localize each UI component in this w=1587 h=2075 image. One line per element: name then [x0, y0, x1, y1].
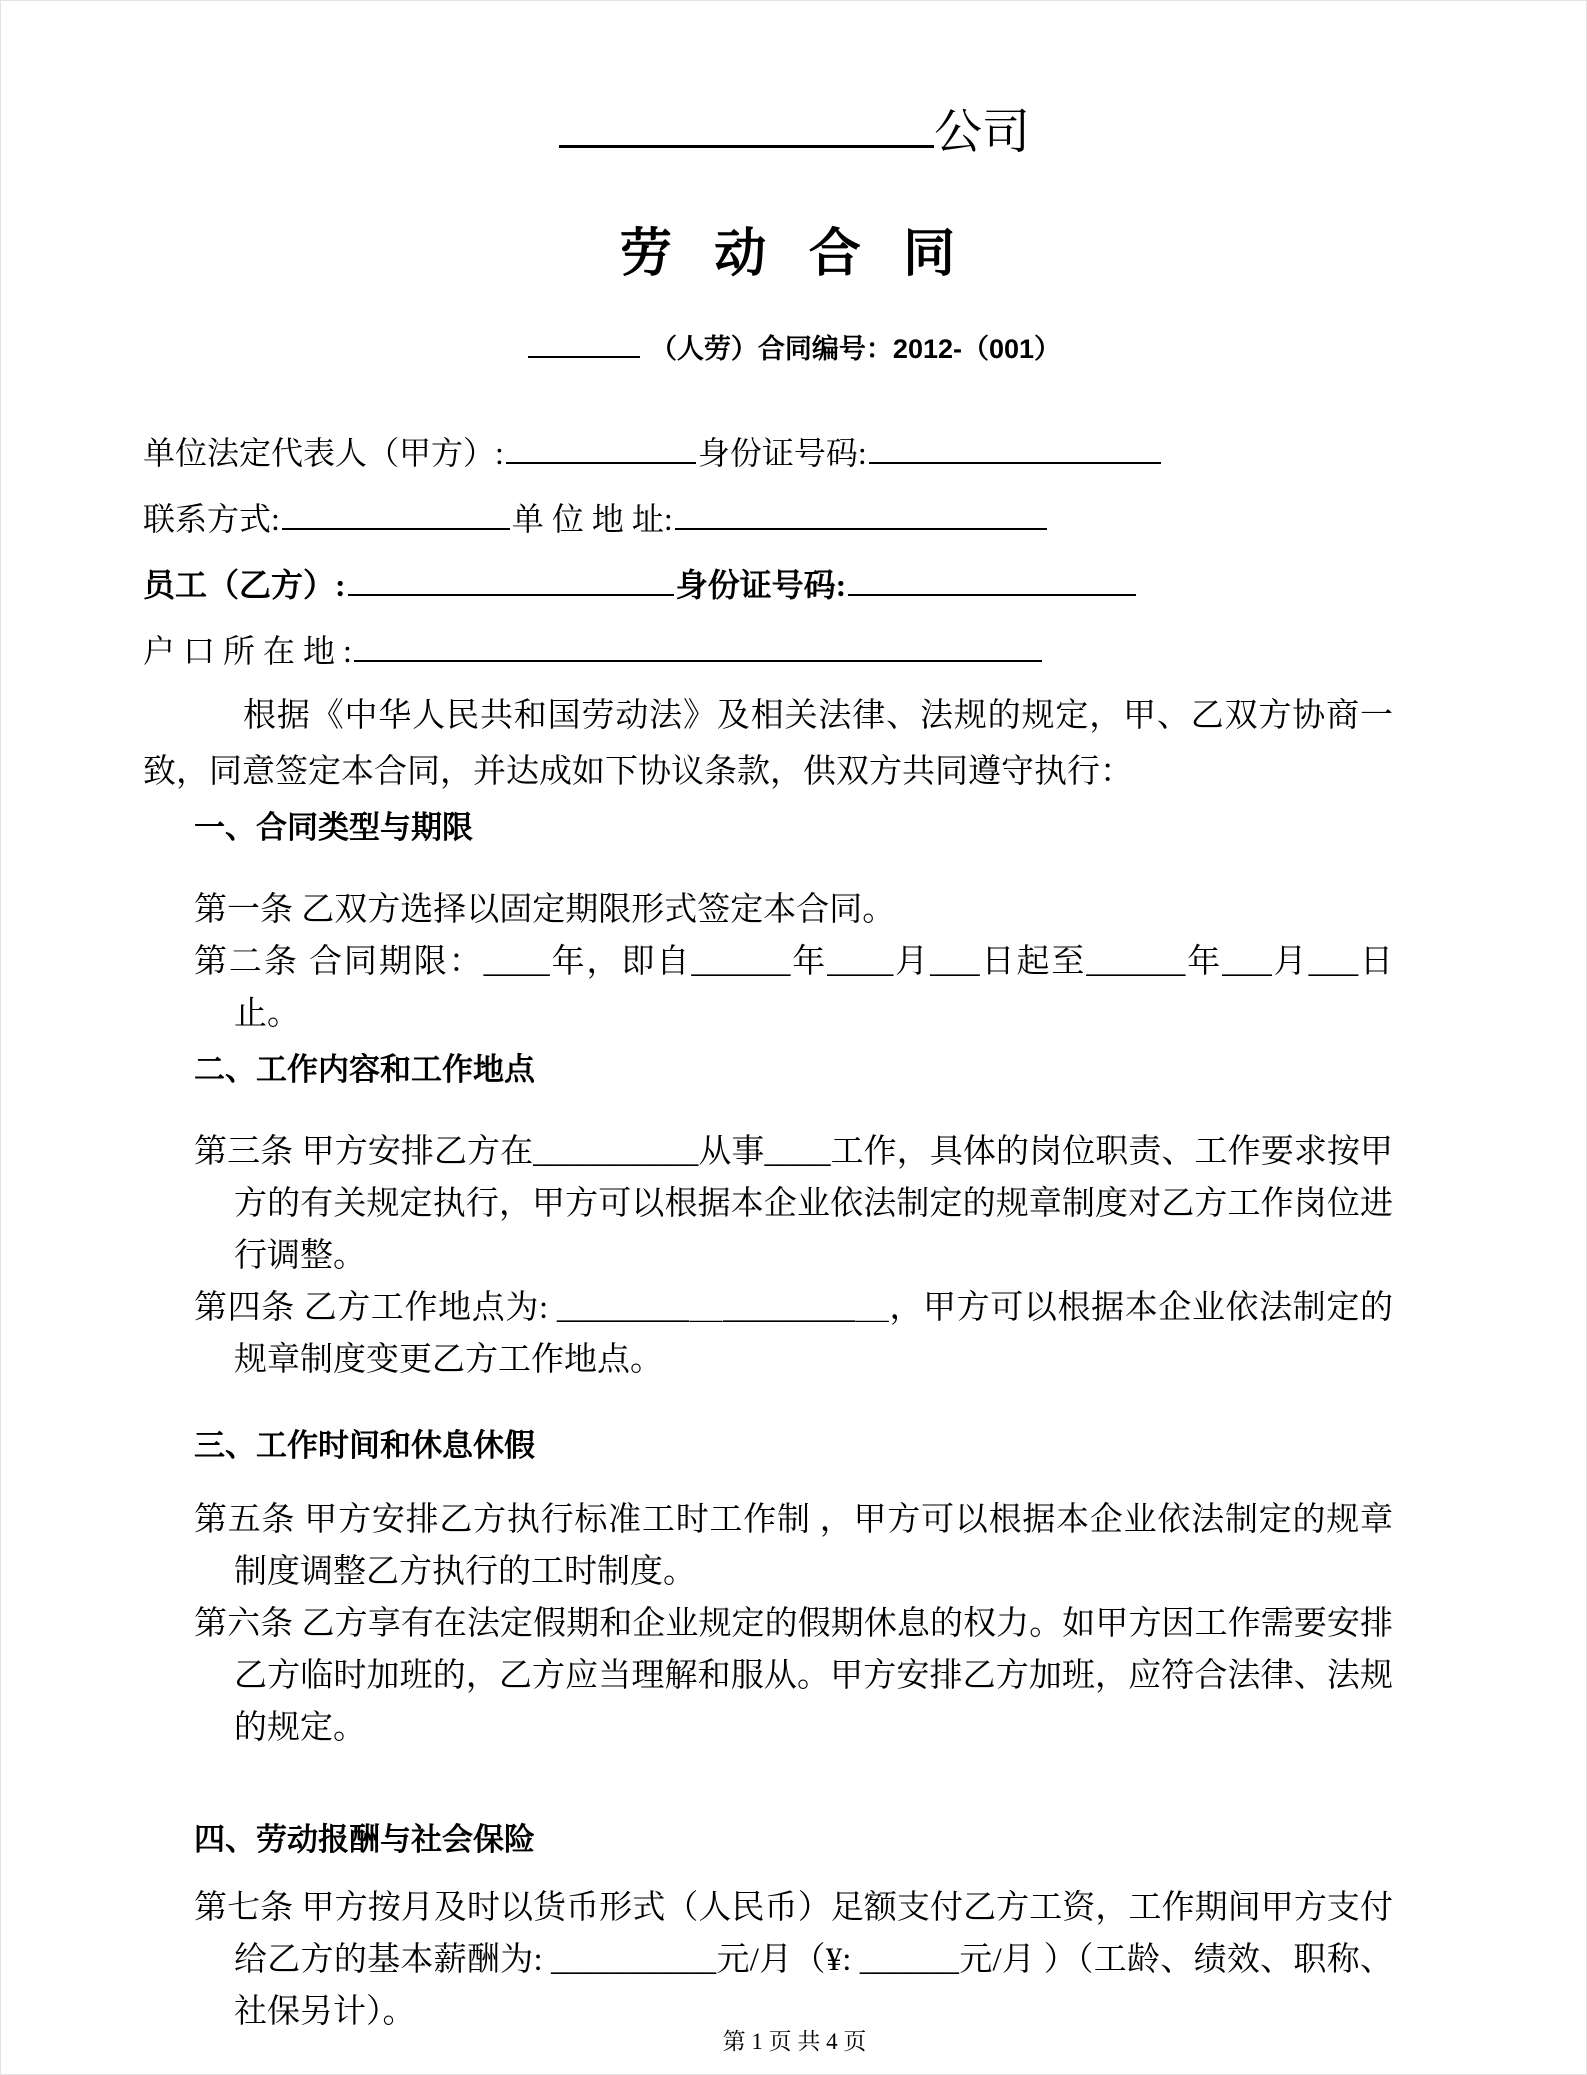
clause-5: 第五条 甲方安排乙方执行标准工时工作制 ，甲方可以根据本企业依法制定的规章制度调整乙方执行的工时制度。 — [194, 1502, 1393, 1590]
contact-label: 联系方式: — [143, 501, 280, 537]
company-title-line — [143, 87, 1446, 159]
legal-rep-label: 单位法定代表人（甲方）: — [143, 435, 504, 471]
document-body — [143, 1, 1446, 2038]
clause-3: 第三条 甲方安排乙方在__________从事____工作，具体的岗位职责、工作要求按甲方的有关规定执行，甲方可以根据本企业依法制定的规章制度对乙方工作岗位进行调整。 — [194, 1134, 1393, 1274]
contract-number-blank[interactable] — [528, 326, 640, 358]
id-number-blank-2[interactable] — [848, 550, 1136, 596]
section-heading-4: 四、劳动报酬与社会保险 — [194, 1822, 535, 1857]
section-heading-3: 三、工作时间和休息休假 — [194, 1428, 535, 1463]
party-info-form — [143, 418, 1446, 682]
id-number-label-2: 身份证号码: — [675, 567, 847, 603]
clause-1: 第一条 乙双方选择以固定期限形式签定本合同。 — [194, 892, 896, 928]
employee-name-blank[interactable] — [348, 550, 674, 596]
address-label: 单 位 地 址: — [511, 501, 673, 537]
form-row-contact — [143, 484, 1446, 550]
page-number-footer: 第 1 页 共 4 页 — [722, 2029, 867, 2054]
company-suffix: 公司 — [933, 106, 1030, 159]
form-row-employee — [143, 550, 1446, 616]
section-heading-2: 二、工作内容和工作地点 — [194, 1052, 535, 1087]
document-title: 劳 动 合 同 — [619, 225, 970, 283]
contract-number-line — [143, 326, 1446, 366]
company-name-blank[interactable] — [559, 87, 934, 148]
clause-2: 第二条 合同期限：____年，即自______年____月___日起至______年___月___日止。 — [194, 944, 1393, 1032]
address-blank[interactable] — [675, 484, 1047, 530]
section-heading-1: 一、合同类型与期限 — [194, 810, 473, 845]
clause-4: 第四条 乙方工作地点为: ________＿________＿，甲方可以根据本企业依法制定的规章制度变更乙方工作地点。 — [194, 1290, 1393, 1378]
id-number-blank-1[interactable] — [869, 418, 1161, 464]
contract-number-text: （人劳）合同编号：2012-（001） — [649, 334, 1062, 364]
form-row-legal-rep — [143, 418, 1446, 484]
employee-label: 员工（乙方）: — [143, 567, 346, 603]
intro-paragraph: 根据《中华人民共和国劳动法》及相关法律、法规的规定，甲、乙双方协商一致，同意签定本合同，并达成如下协议条款，供双方共同遵守执行： — [143, 698, 1393, 790]
residence-blank[interactable] — [354, 616, 1042, 662]
residence-label: 户 口 所 在 地 : — [143, 633, 352, 669]
form-row-residence — [143, 616, 1446, 682]
contact-blank[interactable] — [282, 484, 510, 530]
id-number-label-1: 身份证号码: — [697, 435, 867, 471]
clause-6: 第六条 乙方享有在法定假期和企业规定的假期休息的权力。如甲方因工作需要安排乙方临时加班的，乙方应当理解和服从。甲方安排乙方加班，应符合法律、法规的规定。 — [194, 1606, 1393, 1746]
legal-rep-blank[interactable] — [506, 418, 696, 464]
clause-7: 第七条 甲方按月及时以货币形式（人民币）足额支付乙方工资，工作期间甲方支付给乙方的基本薪酬为: __________元/月（¥: ______元/月 ）（工龄、绩效、职称、社保另计）。 — [194, 1890, 1393, 2030]
